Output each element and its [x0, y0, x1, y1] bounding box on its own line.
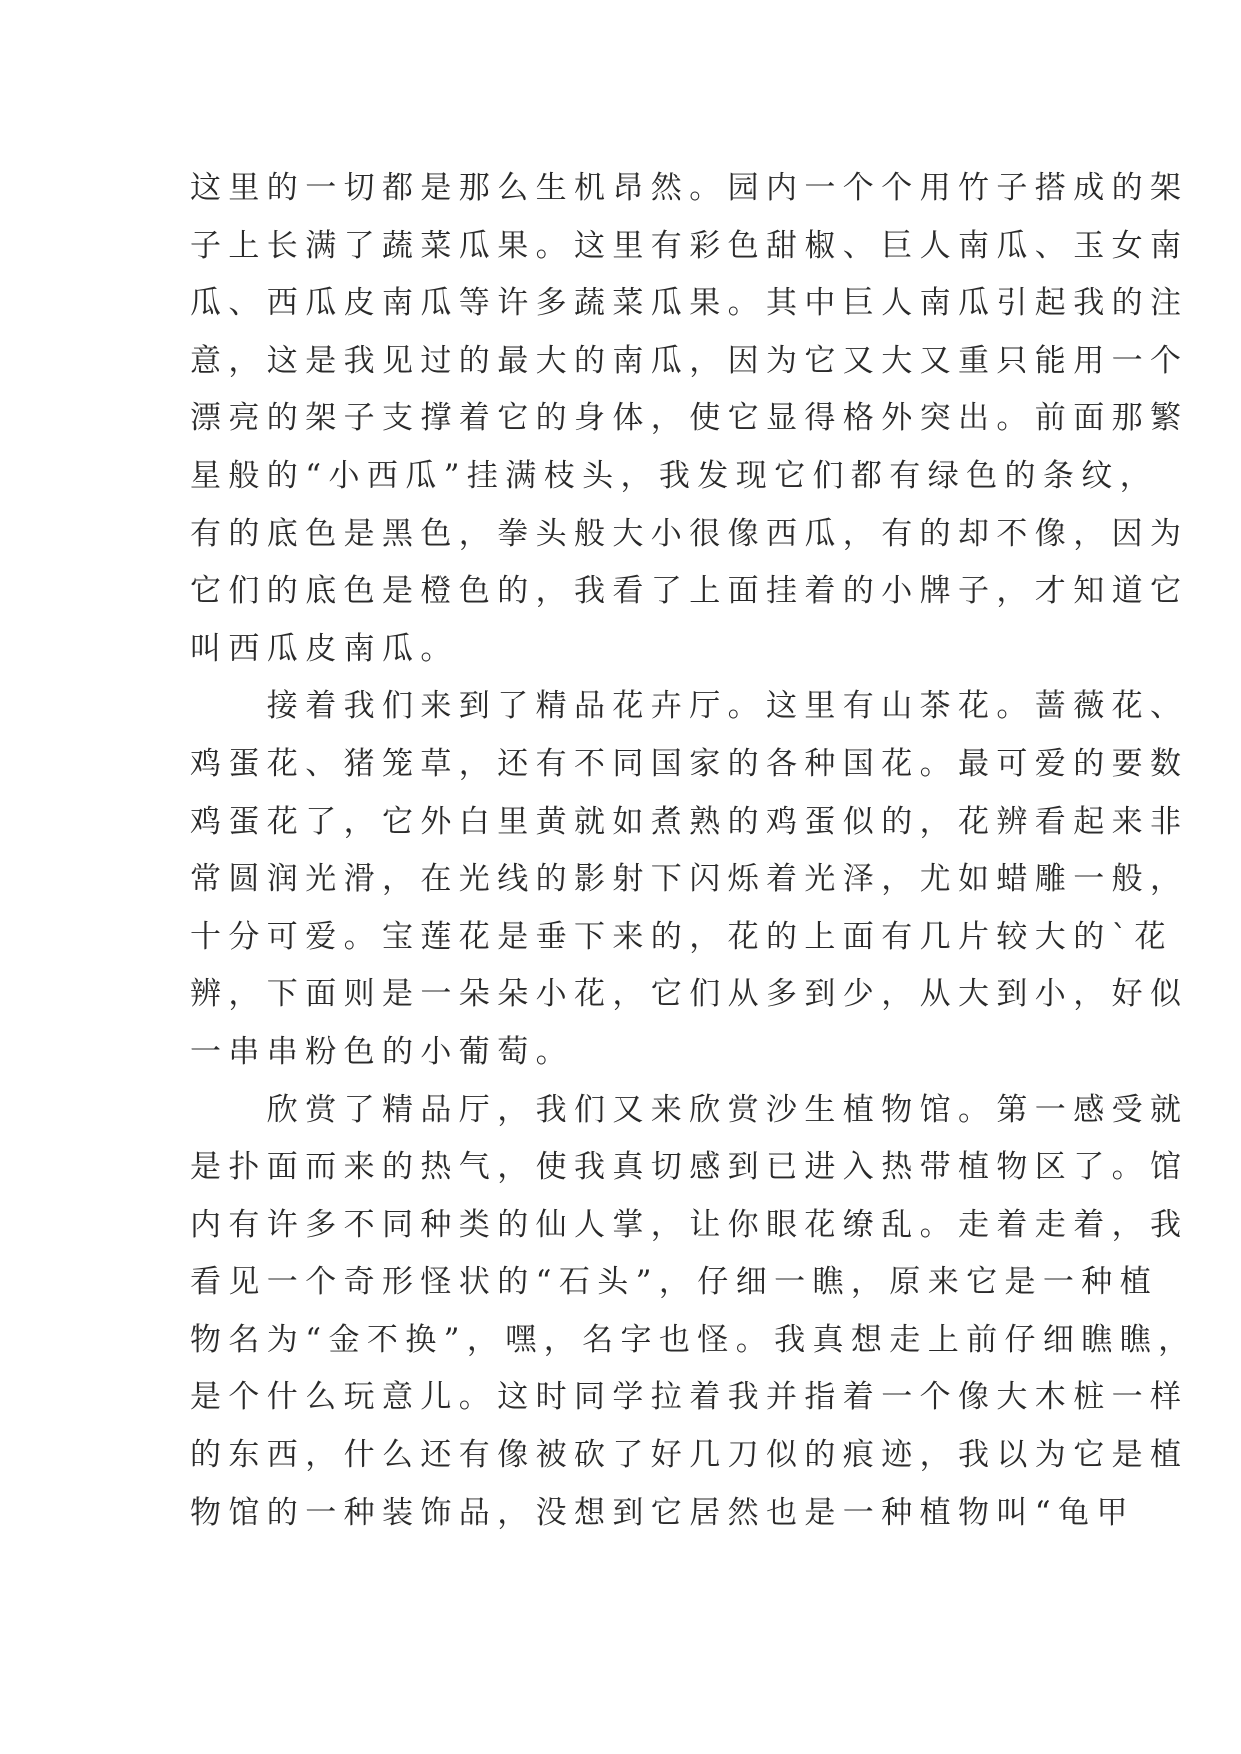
text-line: 物馆的一种装饰品，没想到它居然也是一种植物叫“龟甲 [190, 1494, 1135, 1531]
text-line: 一串串粉色的小葡萄。 [190, 1033, 574, 1070]
body-text [190, 160, 1197, 1542]
text-line: 内有许多不同种类的仙人掌，让你眼花缭乱。走着走着，我 [190, 1206, 1189, 1243]
text-line: 意，这是我见过的最大的南瓜，因为它又大又重只能用一个 [190, 342, 1189, 379]
text-line: 物名为“金不换”，嘿，名字也怪。我真想走上前仔细瞧瞧， [190, 1321, 1197, 1358]
text-line: 鸡蛋花了，它外白里黄就如煮熟的鸡蛋似的，花辨看起来非 [190, 803, 1189, 840]
text-line: 的东西，什么还有像被砍了好几刀似的痕迹，我以为它是植 [190, 1437, 1189, 1474]
text-line: 看见一个奇形怪状的“石头”，仔细一瞧，原来它是一种植 [190, 1264, 1159, 1301]
text-line: 是个什么玩意儿。这时同学拉着我并指着一个像大木桩一样 [190, 1379, 1189, 1416]
text-line: 瓜、西瓜皮南瓜等许多蔬菜瓜果。其中巨人南瓜引起我的注 [190, 285, 1189, 322]
text-line: 常圆润光滑，在光线的影射下闪烁着光泽，尤如蜡雕一般， [190, 861, 1189, 898]
text-line: 漂亮的架子支撑着它的身体，使它显得格外突出。前面那繁 [190, 400, 1189, 437]
text-line: 是扑面而来的热气，使我真切感到已进入热带植物区了。馆 [190, 1149, 1189, 1186]
text-line: 接着我们来到了精品花卉厅。这里有山茶花。蔷薇花、 [190, 688, 1189, 725]
text-line: 鸡蛋花、猪笼草，还有不同国家的各种国花。最可爱的要数 [190, 745, 1189, 782]
text-line: 叫西瓜皮南瓜。 [190, 630, 459, 667]
text-line: 星般的“小西瓜”挂满枝头，我发现它们都有绿色的条纹， [190, 457, 1159, 494]
text-line: 十分可爱。宝莲花是垂下来的，花的上面有几片较大的`花 [190, 918, 1173, 955]
text-line: 欣赏了精品厅，我们又来欣赏沙生植物馆。第一感受就 [190, 1091, 1189, 1128]
text-line: 这里的一切都是那么生机昂然。园内一个个用竹子搭成的架 [190, 170, 1189, 206]
text-line: 子上长满了蔬菜瓜果。这里有彩色甜椒、巨人南瓜、玉女南 [190, 227, 1189, 264]
text-line: 辨，下面则是一朵朵小花，它们从多到少，从大到小，好似 [190, 976, 1189, 1013]
text-line: 有的底色是黑色，拳头般大小很像西瓜，有的却不像，因为 [190, 515, 1189, 552]
text-line: 它们的底色是橙色的，我看了上面挂着的小牌子，才知道它 [190, 573, 1189, 610]
